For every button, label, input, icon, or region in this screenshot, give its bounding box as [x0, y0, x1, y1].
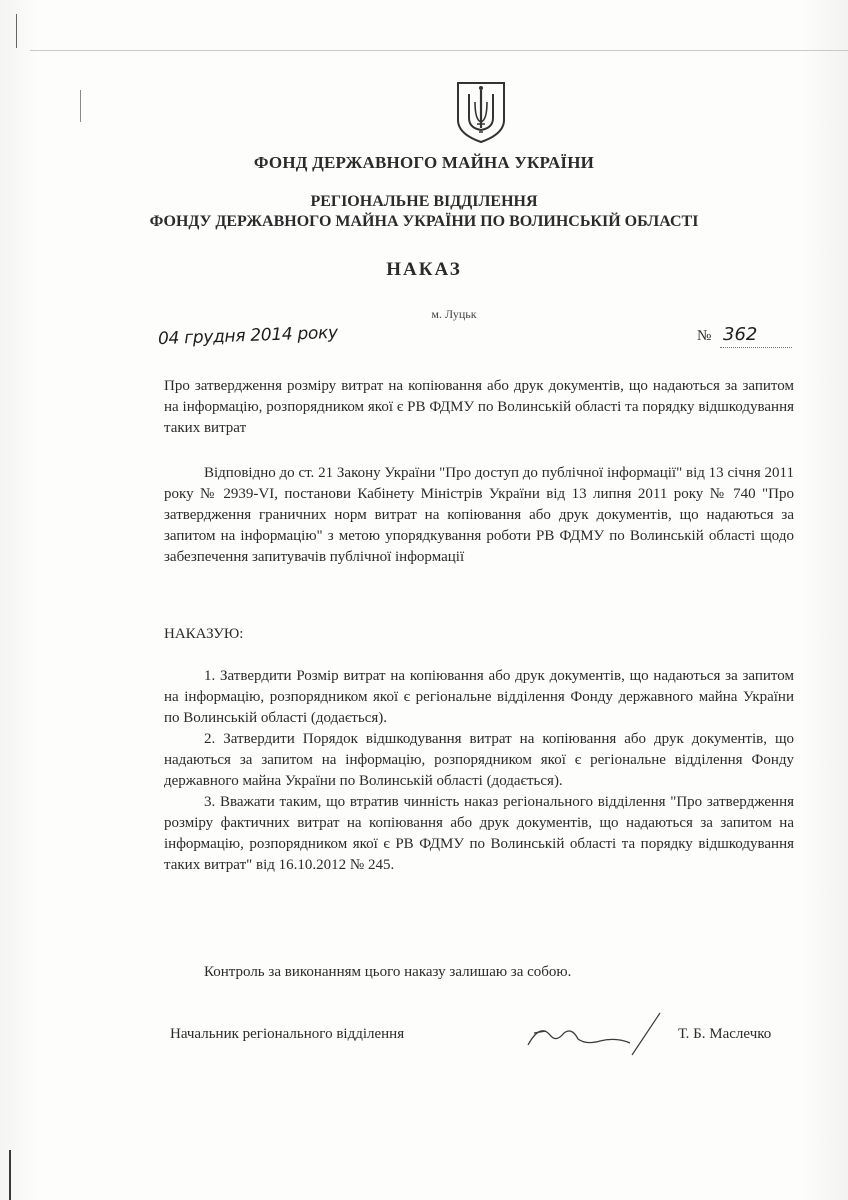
scan-mark — [80, 90, 81, 122]
regional-office-name — [0, 192, 848, 232]
handwritten-signature — [520, 1005, 670, 1065]
signer-name: Т. Б. Маслечко — [678, 1026, 772, 1042]
trident-coat-of-arms-icon — [455, 80, 507, 144]
document-title: НАКАЗ — [386, 259, 462, 280]
region-line: ФОНДУ ДЕРЖАВНОГО МАЙНА УКРАЇНИ ПО ВОЛИНСЬКІЙ ОБЛАСТІ — [149, 213, 699, 230]
order-item: 2. Затвердити Порядок відшкодування витрат на копіювання або друк документів, що надаються за запитом на інформацію, розпорядником якої є регіональне відділення Фонду державного майна України по Волинській області (додається). — [164, 731, 794, 789]
order-item: 1. Затвердити Розмір витрат на копіювання або друк документів, що надаються за запитом на інформацію, розпорядником якої є регіональне відділення Фонду державного майна України по Волинській області (додається). — [164, 668, 794, 726]
order-number: 362 — [723, 324, 758, 345]
order-number-label: № — [697, 328, 712, 344]
legal-basis: Відповідно до ст. 21 Закону України "Про доступ до публічної інформації" від 13 січня 2011 року № 2939-VI, постанови Кабінету Міністрів України від 13 липня 2011 року № 740 "Про затвердження граничних норм витрат на копіювання або друк документів, що надаються за запитом на інформацію" з метою упорядкування роботи РВ ФДМУ по Волинській області щодо забезпечення запитувачів публічної інформації — [164, 465, 794, 565]
order-subject: Про затвердження розміру витрат на копіювання або друк документів, що надаються за запитом на інформацію, розпорядником якої є РВ ФДМУ по Волинській області та порядку відшкодування таких витрат — [164, 378, 794, 436]
order-item: 3. Вважати таким, що втратив чинність наказ регіонального відділення "Про затвердження розміру фактичних витрат на копіювання або друк документів, що надаються за запитом на інформацію, розпорядником якої є РВ ФДМУ по Волинській області та порядку відшкодування таких витрат" від 16.10.2012 № 245. — [164, 794, 794, 873]
signer-position: Начальник регіонального відділення — [170, 1026, 405, 1042]
number-underline — [720, 347, 792, 348]
order-items — [164, 666, 794, 876]
city: м. Луцьк — [431, 307, 477, 321]
region-line: РЕГІОНАЛЬНЕ ВІДДІЛЕННЯ — [310, 193, 538, 210]
order-date: 04 грудня 2014 року — [157, 322, 339, 350]
scan-mark — [16, 14, 17, 48]
order-directive: НАКАЗУЮ: — [164, 626, 244, 642]
scan-edge — [9, 1150, 11, 1200]
control-clause: Контроль за виконанням цього наказу залишаю за собою. — [204, 964, 572, 980]
scan-edge — [30, 50, 848, 51]
organization-name: ФОНД ДЕРЖАВНОГО МАЙНА УКРАЇНИ — [253, 153, 595, 172]
